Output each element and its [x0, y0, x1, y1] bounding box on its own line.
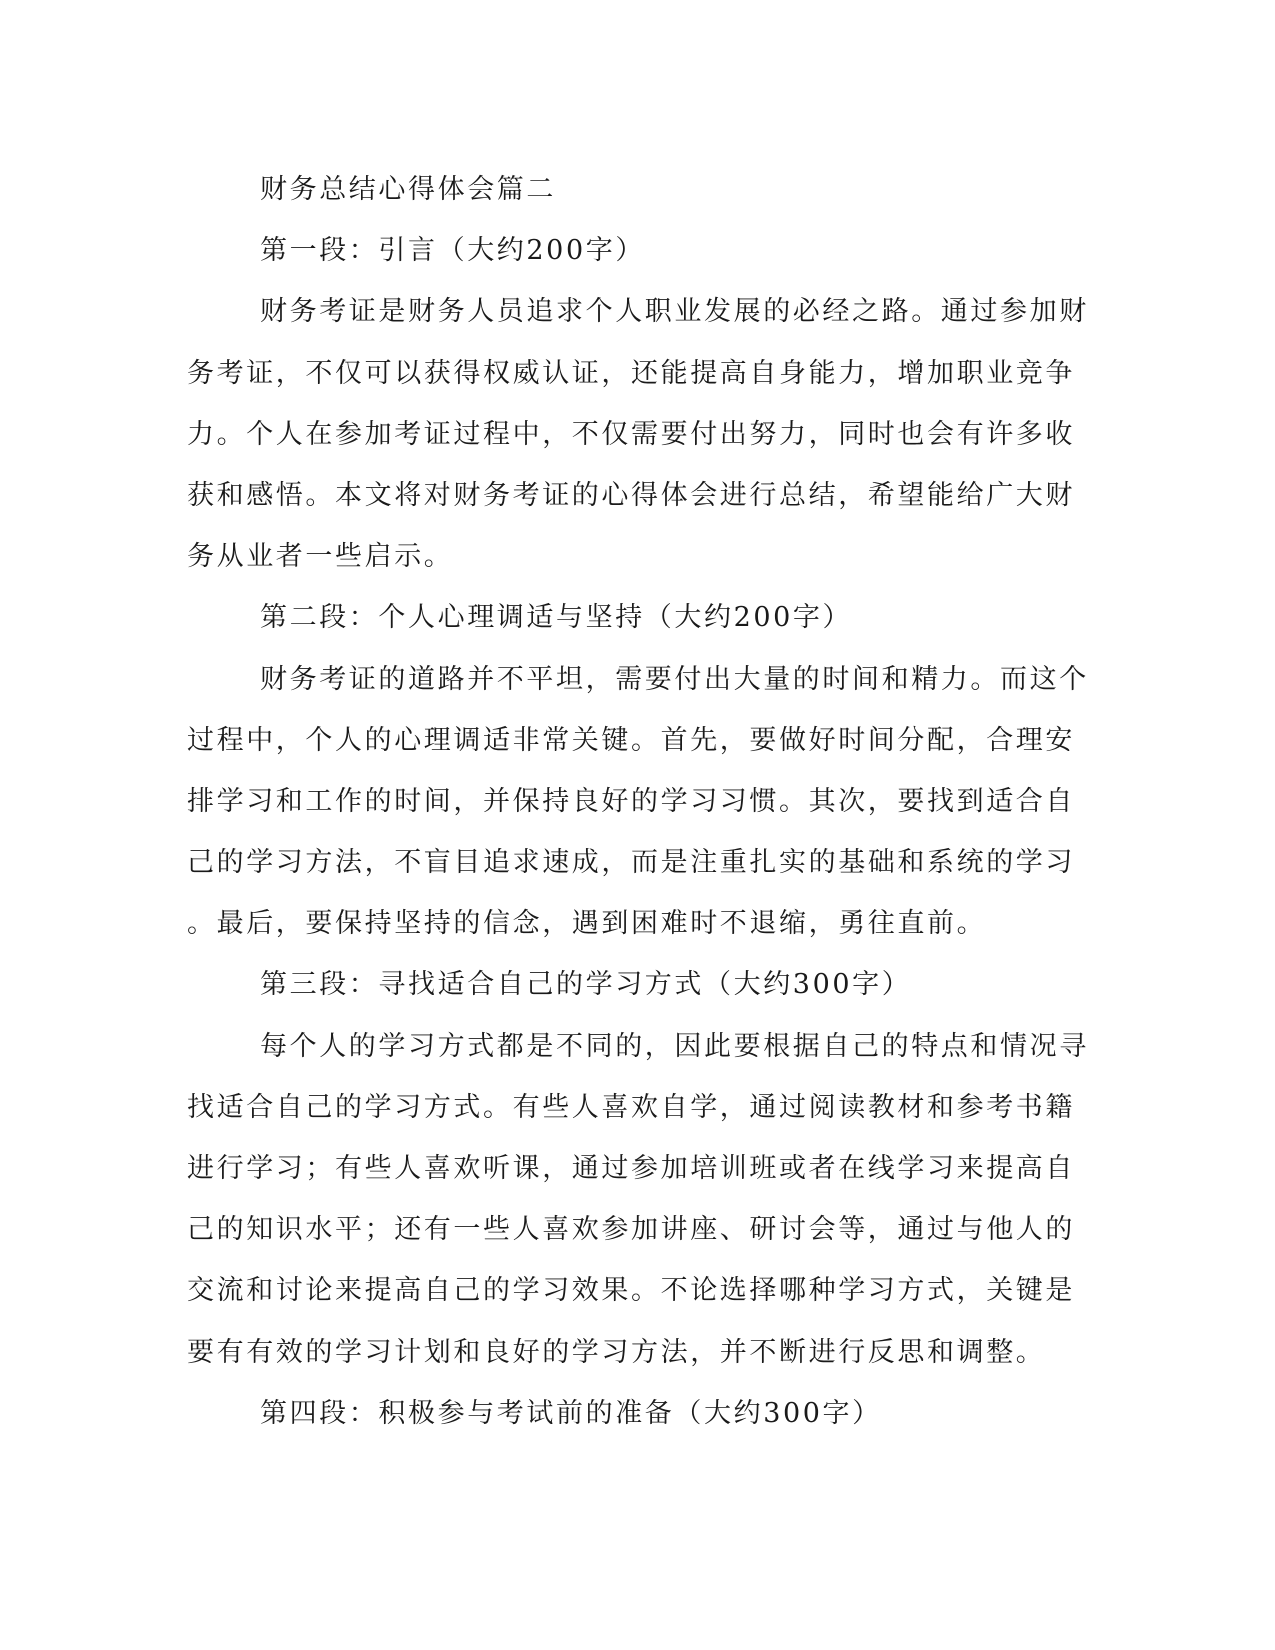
paragraph-line: 获和感悟。本文将对财务考证的心得体会进行总结，希望能给广大财: [187, 479, 1075, 511]
paragraph-line: 己的知识水平；还有一些人喜欢参加讲座、研讨会等，通过与他人的: [187, 1214, 1075, 1246]
document-body: [187, 159, 1089, 1444]
document-title: 财务总结心得体会篇二: [260, 174, 556, 205]
paragraph-line: 力。个人在参加考证过程中，不仅需要付出努力，同时也会有许多收: [187, 418, 1075, 450]
section-heading-4: 第四段：积极参与考试前的准备（大约300字）: [260, 1397, 882, 1429]
paragraph-line: 找适合自己的学习方式。有些人喜欢自学，通过阅读教材和参考书籍: [187, 1091, 1075, 1123]
paragraph-line: 财务考证的道路并不平坦，需要付出大量的时间和精力。而这个: [260, 663, 1089, 695]
paragraph-line: 财务考证是财务人员追求个人职业发展的必经之路。通过参加财: [260, 296, 1089, 328]
section-heading-1: 第一段：引言（大约200字）: [260, 235, 645, 267]
paragraph-line: 。最后，要保持坚持的信念，遇到困难时不退缩，勇往直前。: [187, 908, 987, 940]
section-heading-3: 第三段：寻找适合自己的学习方式（大约300字）: [260, 969, 912, 1001]
paragraph-line: 进行学习；有些人喜欢听课，通过参加培训班或者在线学习来提高自: [187, 1153, 1075, 1184]
paragraph-line: 务从业者一些启示。: [187, 541, 454, 573]
paragraph-line: 要有有效的学习计划和良好的学习方法，并不断进行反思和调整。: [187, 1336, 1046, 1368]
paragraph-line: 排学习和工作的时间，并保持良好的学习习惯。其次，要找到适合自: [187, 785, 1075, 817]
paragraph-line: 己的学习方法，不盲目追求速成，而是注重扎实的基础和系统的学习: [187, 847, 1075, 879]
paragraph-line: 交流和讨论来提高自己的学习效果。不论选择哪种学习方式，关键是: [187, 1275, 1075, 1307]
paragraph-line: 务考证，不仅可以获得权威认证，还能提高自身能力，增加职业竞争: [187, 357, 1075, 389]
paragraph-line: 过程中，个人的心理调适非常关键。首先，要做好时间分配，合理安: [187, 724, 1075, 756]
section-heading-2: 第二段：个人心理调适与坚持（大约200字）: [260, 602, 853, 634]
paragraph-line: 每个人的学习方式都是不同的，因此要根据自己的特点和情况寻: [260, 1030, 1089, 1062]
